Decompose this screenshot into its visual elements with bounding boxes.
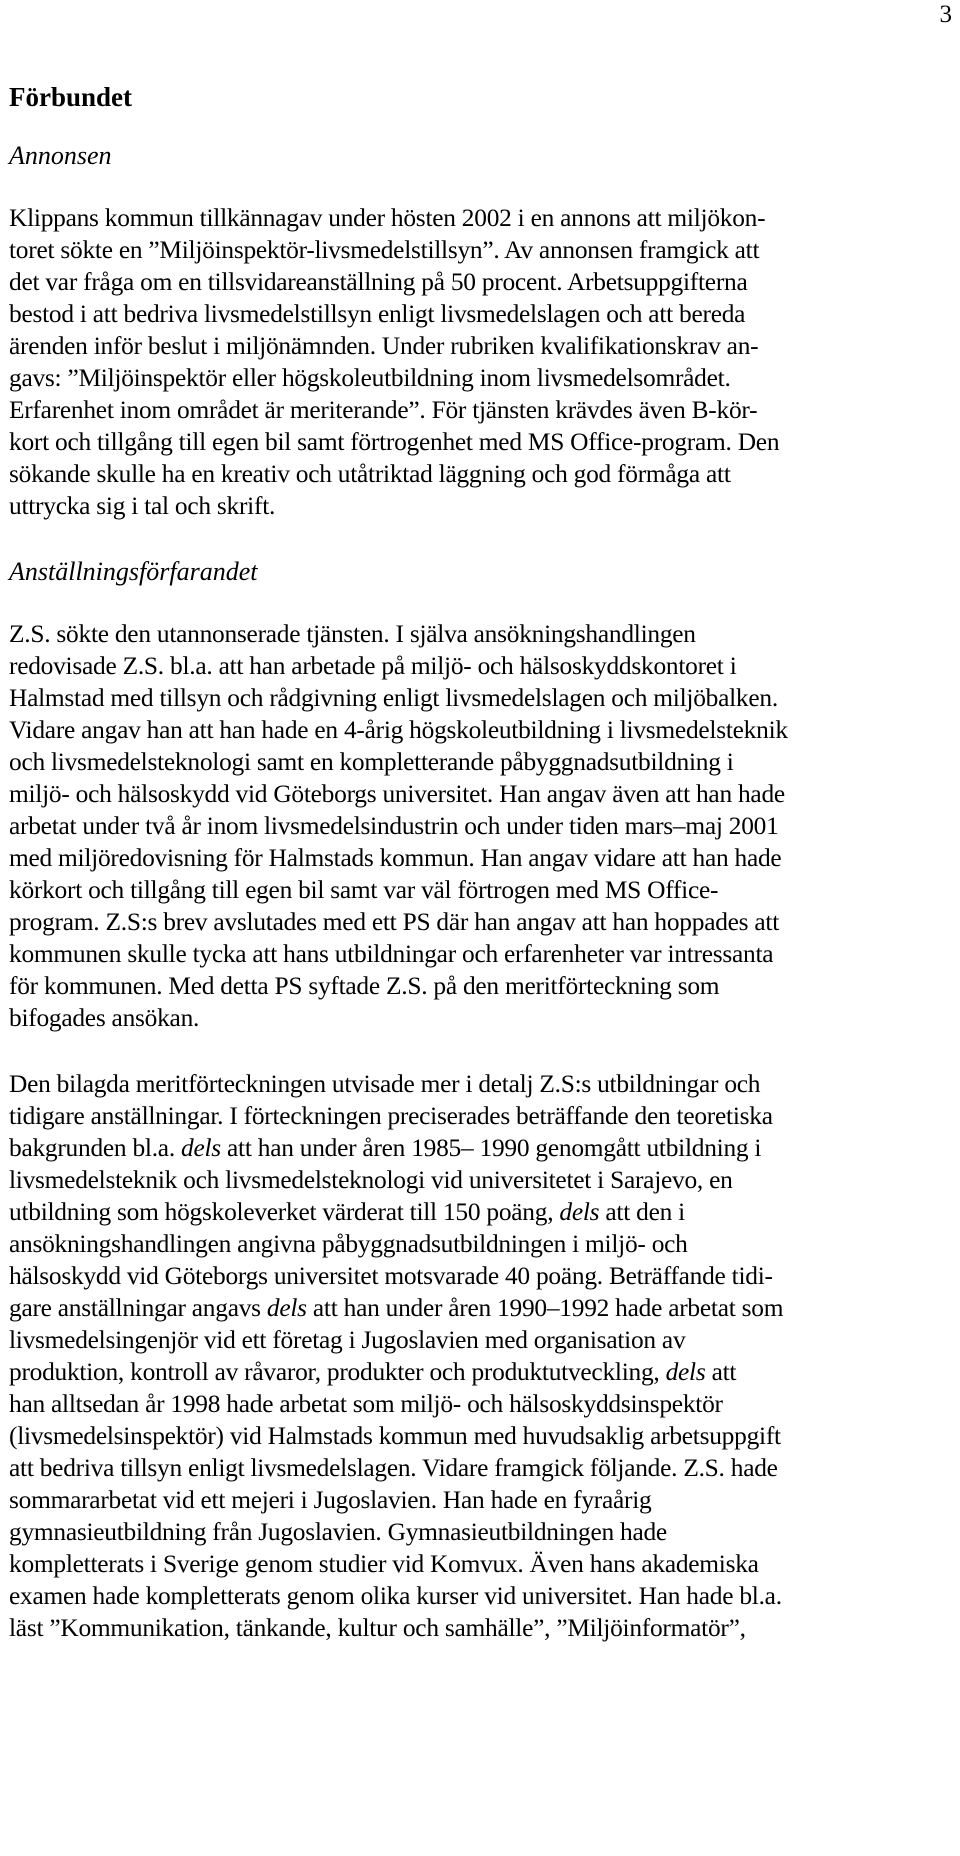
paragraph-text-segment: Den bilagda meritförteckningen utvisade mer i detalj Z.S:s utbildningar och tidigare anställningar. I förteckningen preciserades beträffande den teoretiska bakgrunden bl.a. [9,1070,773,1162]
paragraph-text-segment: att han alltsedan år 1998 hade arbetat som miljö- och hälsoskyddsinspektör (livsmedelsinspektör) vid Halmstads kommun med huvudsaklig arbetsuppgift att bedriva tillsyn enligt livsmedelslagen. Vidare framgick följande. Z.S. hade sommararbetat vid ett mejeri i Jugoslavien. Han hade en fyraårig gymnasieutbildning från Jugoslavien. Gymnasieutbildningen hade kompletterats i Sverige genom studier vid Komvux. Även hans akademiska examen hade kompletterats genom olika kurser vid universitet. Han hade bl.a. läst ”Kommunikation, tänkande, kultur och samhälle”, ”Miljöinformatör”, [9,1358,782,1642]
paragraph-annonsen: Klippans kommun tillkännagav under hösten 2002 i en annons att miljökon- toret sökte en ”Miljöinspektör-livsmedelstillsyn”. Av annonsen framgick att det var fråga om en tillsvidareanställning på 50 procent. Arbetsuppgifterna bestod i att bedriva livsmedelstillsyn enligt livsmedelslagen och att bereda ärenden inför beslut i miljönämnden. Under rubriken kvalifikationskrav an- gavs: ”Miljöinspektör eller högskoleutbildning inom livsmedelsområdet. Erfarenhet inom området är meriterande”. För tjänsten krävdes även B-kör- kort och tillgång till egen bil samt förtrogenhet med MS Office-program. Den sökande skulle ha en kreativ och utåtriktad läggning och god förmåga att uttrycka sig i tal och skrift. [9,204,780,520]
emphasis-dels: dels [181,1134,221,1162]
emphasis-dels: dels [559,1198,600,1226]
paragraph-text-segment: att den i ansökningshandlingen angivna påbyggnadsutbildningen i miljö- och hälsoskydd vid Göteborgs universitet motsvarade 40 poäng. Beträffande tidi- gare anställningar angavs [9,1198,773,1322]
subheading-anstallningsforfarandet: Anställningsförfarandet [9,557,258,586]
paragraph-ansokan: Z.S. sökte den utannonserade tjänsten. I själva ansökningshandlingen redovisade Z.S. bl.a. att han arbetade på miljö- och hälsoskyddskontoret i Halmstad med tillsyn och rådgivning enligt livsmedelslagen och miljöbalken. Vidare angav han att han hade en 4-årig högskoleutbildning i livsmedelsteknik och livsmedelsteknologi samt en kompletterande påbyggnadsutbildning i miljö- och hälsoskydd vid Göteborgs universitet. Han angav även att han hade arbetat under två år inom livsmedelsindustrin och under tiden mars–maj 2001 med miljöredovisning för Halmstads kommun. Han angav vidare att han hade körkort och tillgång till egen bil samt var väl förtrogen med MS Office- program. Z.S:s brev avslutades med ett PS där han angav att han hoppades att kommunen skulle tycka att hans utbildningar och erfarenheter var intressanta för kommunen. Med detta PS syftade Z.S. på den meritförteckning som bifogades ansökan. [9,620,788,1032]
paragraph-text-segment: att han under åren 1985– 1990 genomgått utbildning i livsmedelsteknik och livsmedelsteknologi vid universitetet i Sarajevo, en utbildning som högskoleverket värderat till 150 poäng, [9,1134,762,1226]
subheading-annonsen: Annonsen [9,141,112,170]
emphasis-dels: dels [266,1294,307,1322]
paragraph-text-segment: att han under åren 1990–1992 hade arbetat som livsmedelsingenjör vid ett företag i Jugoslavien med organisation av produktion, kontroll av råvaror, produkter och produktutveckling, [9,1294,784,1386]
paragraph-meritforteckning [9,1068,951,1644]
section-title: Förbundet [9,82,133,112]
document-body [9,80,951,1644]
emphasis-dels: dels [665,1358,706,1386]
page-number: 3 [939,1,952,28]
